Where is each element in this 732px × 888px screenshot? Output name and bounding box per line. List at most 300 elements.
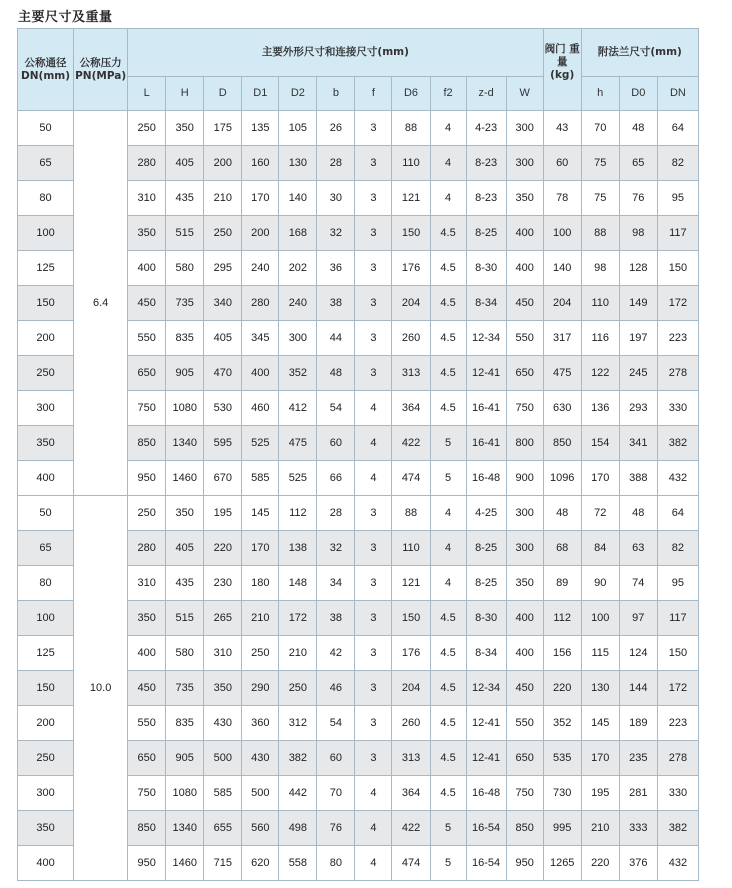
table-cell: 280 [128,146,166,181]
table-cell: 475 [279,426,317,461]
table-cell: 145 [581,706,619,741]
table-cell: 28 [317,496,355,531]
table-cell: 8-34 [466,636,506,671]
table-cell: 525 [242,426,279,461]
table-cell: 400 [128,636,166,671]
table-cell: 48 [317,356,355,391]
table-cell: 3 [355,566,392,601]
table-cell: 8-25 [466,216,506,251]
table-cell: 300 [18,776,74,811]
table-cell: 585 [204,776,242,811]
table-cell: 4 [430,496,466,531]
table-cell: 170 [581,741,619,776]
table-cell: 240 [279,286,317,321]
table-cell: 3 [355,601,392,636]
table-cell: 32 [317,531,355,566]
header-pn: 公称压力 PN(MPa) [74,29,128,111]
header-col-dim: z-d [466,77,506,111]
table-cell: 280 [128,531,166,566]
table-cell: 88 [392,111,430,146]
table-cell: 64 [657,496,698,531]
table-cell: 450 [506,671,543,706]
table-cell: 341 [619,426,657,461]
table-cell: 12-34 [466,671,506,706]
table-cell: 172 [657,286,698,321]
table-cell: 16-41 [466,426,506,461]
table-cell: 210 [242,601,279,636]
table-cell: 150 [392,216,430,251]
table-cell: 350 [506,566,543,601]
table-cell: 585 [242,461,279,496]
table-cell: 364 [392,776,430,811]
table-cell: 470 [204,356,242,391]
table-cell: 350 [18,811,74,846]
table-cell: 82 [657,531,698,566]
table-cell: 350 [128,601,166,636]
table-cell: 44 [317,321,355,356]
table-cell: 46 [317,671,355,706]
table-cell: 70 [581,111,619,146]
table-cell: 124 [619,636,657,671]
table-cell: 835 [166,706,204,741]
table-cell: 350 [166,496,204,531]
table-cell: 230 [204,566,242,601]
header-col-flange: DN [657,77,698,111]
table-cell: 70 [317,776,355,811]
table-cell: 250 [204,216,242,251]
table-cell: 560 [242,811,279,846]
table-cell: 16-54 [466,846,506,881]
table-cell: 172 [657,671,698,706]
table-cell: 125 [18,251,74,286]
table-cell: 8-34 [466,286,506,321]
table-cell: 210 [581,811,619,846]
header-col-dim: D6 [392,77,430,111]
table-cell: 200 [18,706,74,741]
table-cell: 8-25 [466,531,506,566]
table-cell: 117 [657,216,698,251]
table-cell: 333 [619,811,657,846]
table-cell: 89 [543,566,581,601]
header-col-flange: h [581,77,619,111]
table-cell: 1080 [166,776,204,811]
table-cell: 4.5 [430,706,466,741]
table-cell: 3 [355,356,392,391]
table-cell: 350 [166,111,204,146]
table-cell: 995 [543,811,581,846]
table-cell: 460 [242,391,279,426]
table-cell: 116 [581,321,619,356]
table-cell: 430 [242,741,279,776]
table-cell: 330 [657,776,698,811]
table-cell: 250 [242,636,279,671]
table-cell: 95 [657,566,698,601]
table-cell: 28 [317,146,355,181]
table-cell: 3 [355,146,392,181]
table-cell: 340 [204,286,242,321]
table-cell: 850 [128,811,166,846]
table-cell: 65 [18,146,74,181]
table-cell: 300 [506,146,543,181]
table-cell: 474 [392,846,430,881]
table-cell: 4 [355,391,392,426]
table-cell: 580 [166,251,204,286]
table-cell: 1080 [166,391,204,426]
table-cell: 80 [317,846,355,881]
table-cell: 176 [392,636,430,671]
table-cell: 223 [657,321,698,356]
table-cell: 4.5 [430,741,466,776]
table-cell: 3 [355,111,392,146]
table-cell: 80 [18,181,74,216]
table-cell: 3 [355,671,392,706]
table-cell: 136 [581,391,619,426]
table-cell: 250 [128,496,166,531]
table-cell: 12-41 [466,706,506,741]
header-dims-group: 主要外形尺寸和连接尺寸(mm) [128,29,544,77]
table-cell: 3 [355,636,392,671]
table-cell: 1340 [166,811,204,846]
table-cell: 400 [506,251,543,286]
table-cell: 98 [581,251,619,286]
table-cell: 220 [581,846,619,881]
pressure-cell: 6.4 [74,111,128,496]
table-cell: 4.5 [430,216,466,251]
table-cell: 350 [128,216,166,251]
table-cell: 650 [128,356,166,391]
table-cell: 293 [619,391,657,426]
table-cell: 530 [204,391,242,426]
header-col-dim: D1 [242,77,279,111]
table-cell: 5 [430,426,466,461]
table-cell: 430 [204,706,242,741]
table-cell: 4.5 [430,286,466,321]
table-cell: 650 [506,741,543,776]
table-cell: 235 [619,741,657,776]
table-cell: 223 [657,706,698,741]
table-cell: 905 [166,356,204,391]
table-cell: 176 [392,251,430,286]
table-cell: 130 [581,671,619,706]
table-cell: 75 [581,146,619,181]
table-cell: 580 [166,636,204,671]
table-cell: 300 [506,496,543,531]
table-cell: 76 [317,811,355,846]
table-cell: 278 [657,356,698,391]
table-cell: 60 [317,426,355,461]
table-cell: 382 [279,741,317,776]
table-cell: 82 [657,146,698,181]
table-cell: 76 [619,181,657,216]
table-cell: 4-23 [466,111,506,146]
table-cell: 550 [128,706,166,741]
table-cell: 905 [166,741,204,776]
table-row [18,496,699,531]
table-cell: 405 [166,146,204,181]
table-cell: 412 [279,391,317,426]
table-cell: 202 [279,251,317,286]
table-cell: 442 [279,776,317,811]
table-cell: 525 [279,461,317,496]
table-cell: 121 [392,181,430,216]
table-cell: 352 [543,706,581,741]
table-cell: 1096 [543,461,581,496]
table-cell: 474 [392,461,430,496]
table-cell: 200 [204,146,242,181]
table-cell: 8-30 [466,251,506,286]
table-cell: 16-48 [466,776,506,811]
table-cell: 154 [581,426,619,461]
header-weight: 阀门 重量 (kg) [543,29,581,111]
table-cell: 435 [166,181,204,216]
table-cell: 180 [242,566,279,601]
table-cell: 422 [392,811,430,846]
table-cell: 3 [355,181,392,216]
table-cell: 595 [204,426,242,461]
table-cell: 500 [204,741,242,776]
table-cell: 1265 [543,846,581,881]
table-cell: 405 [166,531,204,566]
table-cell: 149 [619,286,657,321]
table-cell: 405 [204,321,242,356]
table-cell: 36 [317,251,355,286]
table-cell: 250 [128,111,166,146]
table-cell: 220 [204,531,242,566]
table-cell: 350 [18,426,74,461]
table-cell: 3 [355,741,392,776]
table-cell: 43 [543,111,581,146]
table-cell: 360 [242,706,279,741]
table-cell: 4.5 [430,321,466,356]
table-cell: 220 [543,671,581,706]
table-cell: 172 [279,601,317,636]
table-cell: 245 [619,356,657,391]
table-cell: 950 [128,846,166,881]
table-cell: 4.5 [430,601,466,636]
table-cell: 72 [581,496,619,531]
table-cell: 16-48 [466,461,506,496]
table-cell: 170 [581,461,619,496]
table-cell: 317 [543,321,581,356]
header-col-dim: f [355,77,392,111]
table-cell: 50 [18,111,74,146]
table-cell: 5 [430,811,466,846]
table-cell: 850 [543,426,581,461]
header-col-dim: b [317,77,355,111]
table-cell: 715 [204,846,242,881]
table-cell: 388 [619,461,657,496]
header-col-dim: H [166,77,204,111]
table-cell: 135 [242,111,279,146]
table-cell: 300 [506,111,543,146]
table-cell: 66 [317,461,355,496]
table-cell: 4 [355,846,392,881]
table-cell: 189 [619,706,657,741]
table-cell: 95 [657,181,698,216]
table-cell: 4.5 [430,391,466,426]
table-cell: 450 [128,671,166,706]
table-cell: 12-41 [466,741,506,776]
table-cell: 197 [619,321,657,356]
table-cell: 38 [317,286,355,321]
table-cell: 88 [581,216,619,251]
table-cell: 260 [392,706,430,741]
table-cell: 63 [619,531,657,566]
table-cell: 670 [204,461,242,496]
table-cell: 345 [242,321,279,356]
table-cell: 112 [279,496,317,531]
table-cell: 750 [506,391,543,426]
table-cell: 550 [128,321,166,356]
table-cell: 68 [543,531,581,566]
table-cell: 88 [392,496,430,531]
table-cell: 8-25 [466,566,506,601]
table-cell: 750 [128,391,166,426]
table-cell: 8-30 [466,601,506,636]
table-cell: 350 [204,671,242,706]
table-cell: 195 [204,496,242,531]
table-cell: 3 [355,496,392,531]
header-col-dim: D2 [279,77,317,111]
table-cell: 32 [317,216,355,251]
header-flange-group: 附法兰尺寸(mm) [581,29,698,77]
table-cell: 97 [619,601,657,636]
table-cell: 3 [355,321,392,356]
header-col-flange: D0 [619,77,657,111]
table-cell: 100 [18,601,74,636]
table-cell: 735 [166,671,204,706]
table-cell: 84 [581,531,619,566]
table-cell: 115 [581,636,619,671]
table-cell: 195 [581,776,619,811]
table-cell: 313 [392,741,430,776]
table-cell: 4 [355,776,392,811]
table-cell: 16-41 [466,391,506,426]
table-cell: 121 [392,566,430,601]
table-cell: 64 [657,111,698,146]
header-col-dim: L [128,77,166,111]
table-cell: 500 [242,776,279,811]
table-cell: 12-41 [466,356,506,391]
table-cell: 210 [279,636,317,671]
table-cell: 110 [392,531,430,566]
table-cell: 400 [242,356,279,391]
header-col-dim: W [506,77,543,111]
table-cell: 400 [506,636,543,671]
table-cell: 80 [18,566,74,601]
table-cell: 278 [657,741,698,776]
table-cell: 1460 [166,846,204,881]
table-cell: 330 [657,391,698,426]
table-cell: 1460 [166,461,204,496]
table-cell: 150 [657,636,698,671]
table-cell: 432 [657,461,698,496]
table-cell: 400 [18,846,74,881]
table-cell: 210 [204,181,242,216]
table-cell: 26 [317,111,355,146]
table-cell: 400 [506,601,543,636]
table-cell: 200 [242,216,279,251]
table-cell: 110 [392,146,430,181]
table-cell: 650 [128,741,166,776]
table-cell: 148 [279,566,317,601]
table-cell: 48 [619,111,657,146]
dimensions-weight-table [17,28,699,881]
table-cell: 498 [279,811,317,846]
table-cell: 730 [543,776,581,811]
table-cell: 550 [506,321,543,356]
table-cell: 300 [18,391,74,426]
table-cell: 376 [619,846,657,881]
table-cell: 4 [430,111,466,146]
table-cell: 313 [392,356,430,391]
table-cell: 90 [581,566,619,601]
table-cell: 140 [279,181,317,216]
table-cell: 204 [543,286,581,321]
table-cell: 128 [619,251,657,286]
table-cell: 200 [18,321,74,356]
table-cell: 160 [242,146,279,181]
table-cell: 117 [657,601,698,636]
table-cell: 8-23 [466,146,506,181]
table-cell: 4 [430,531,466,566]
table-cell: 400 [506,216,543,251]
header-dn: 公称通径 DN(mm) [18,29,74,111]
table-cell: 54 [317,391,355,426]
table-cell: 5 [430,461,466,496]
table-cell: 280 [242,286,279,321]
table-cell: 295 [204,251,242,286]
table-cell: 4.5 [430,671,466,706]
table-cell: 48 [619,496,657,531]
table-cell: 432 [657,846,698,881]
table-cell: 620 [242,846,279,881]
table-cell: 8-23 [466,181,506,216]
table-cell: 156 [543,636,581,671]
table-cell: 350 [506,181,543,216]
table-cell: 75 [581,181,619,216]
table-cell: 265 [204,601,242,636]
table-cell: 100 [543,216,581,251]
table-cell: 150 [18,286,74,321]
table-cell: 54 [317,706,355,741]
table-cell: 145 [242,496,279,531]
table-cell: 78 [543,181,581,216]
table-title: 主要尺寸及重量 [18,10,113,25]
table-cell: 150 [392,601,430,636]
table-cell: 850 [128,426,166,461]
table-cell: 100 [581,601,619,636]
table-cell: 140 [543,251,581,286]
table-cell: 310 [128,566,166,601]
table-cell: 12-34 [466,321,506,356]
table-cell: 435 [166,566,204,601]
table-cell: 30 [317,181,355,216]
table-cell: 170 [242,181,279,216]
table-cell: 60 [317,741,355,776]
table-cell: 130 [279,146,317,181]
table-cell: 98 [619,216,657,251]
table-cell: 48 [543,496,581,531]
table-cell: 3 [355,531,392,566]
table-cell: 650 [506,356,543,391]
table-cell: 515 [166,601,204,636]
table-cell: 5 [430,846,466,881]
table-cell: 735 [166,286,204,321]
table-cell: 3 [355,251,392,286]
table-cell: 4 [355,426,392,461]
table-cell: 38 [317,601,355,636]
